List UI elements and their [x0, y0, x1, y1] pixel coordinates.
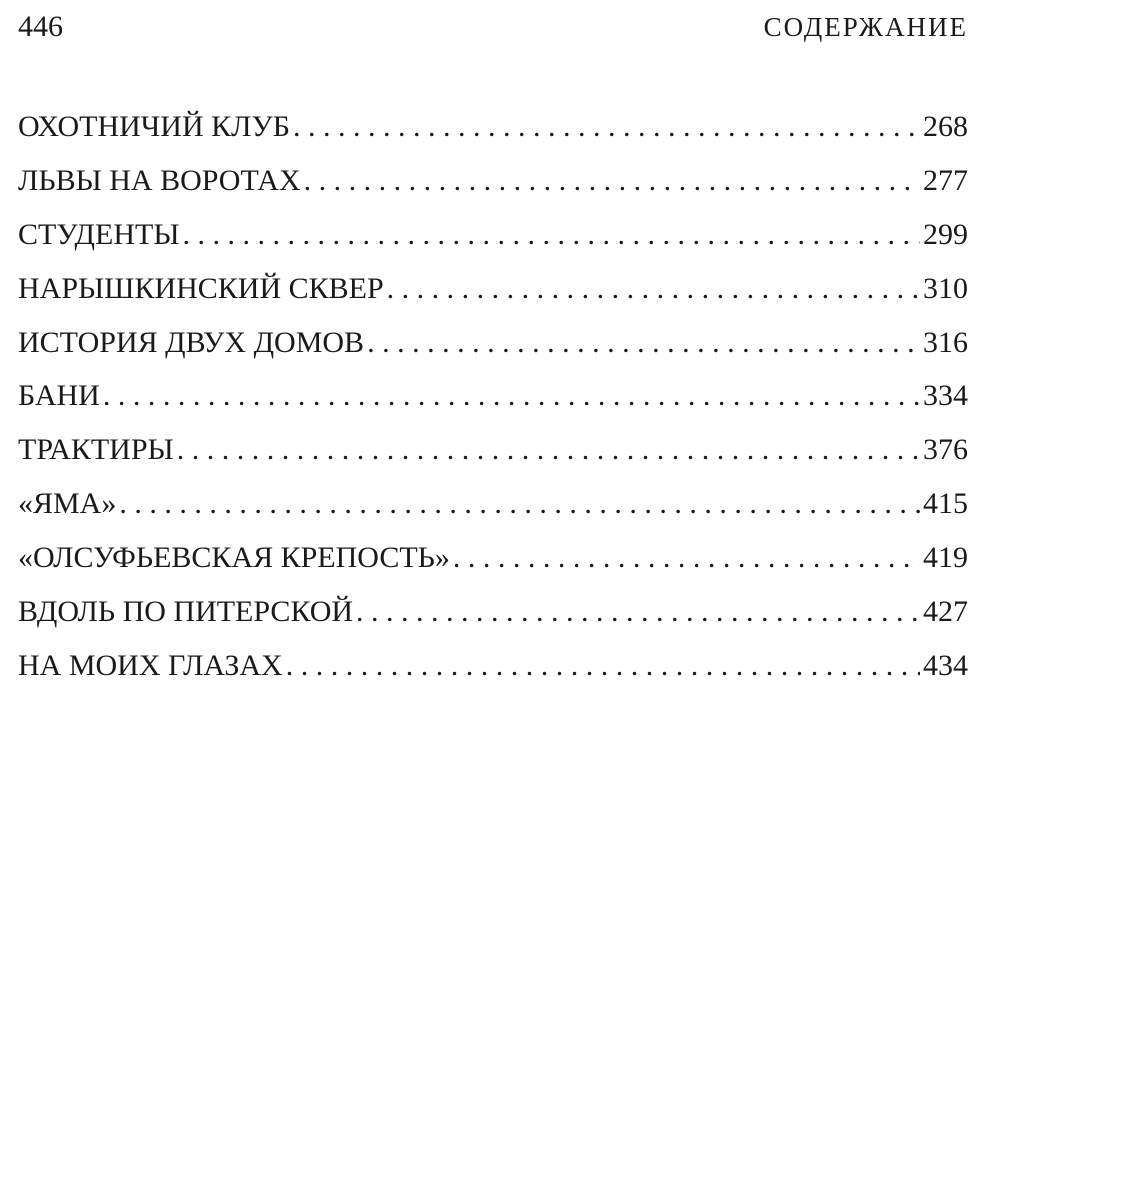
toc-entry [18, 487, 968, 541]
toc-dot-leader [293, 110, 920, 144]
toc-entry [18, 433, 968, 487]
toc-entry-page: 268 [923, 110, 968, 143]
toc-dot-leader [182, 218, 920, 252]
toc-dot-leader [453, 541, 920, 575]
toc-entry-title: ТРАКТИРЫ [18, 433, 174, 467]
toc-dot-leader [304, 164, 920, 198]
toc-entry-page: 334 [923, 379, 968, 413]
toc-entry [18, 164, 968, 218]
section-title: СОДЕРЖАНИЕ [763, 12, 968, 42]
toc-dot-leader [356, 595, 920, 629]
running-head [18, 10, 968, 50]
toc-entry-page: 419 [923, 541, 968, 575]
toc-dot-leader [367, 326, 920, 360]
toc-entry-page: 434 [923, 648, 968, 682]
toc-entry [18, 541, 968, 595]
toc-entry-title: БАНИ [18, 379, 100, 413]
toc-entry-page: 316 [923, 325, 968, 359]
toc-dot-leader [103, 379, 920, 413]
toc-entry [18, 110, 968, 164]
toc-entry-title: ОХОТНИЧИЙ КЛУБ [18, 110, 290, 143]
toc-dot-leader [286, 649, 920, 683]
toc-entry-title: НА МОИХ ГЛАЗАХ [18, 648, 283, 682]
toc-entry-title: СТУДЕНТЫ [18, 217, 180, 251]
toc-entry-page: 299 [923, 217, 968, 251]
table-of-contents [18, 110, 968, 703]
toc-entry-page: 415 [923, 487, 968, 521]
toc-entry-title: ВДОЛЬ ПО ПИТЕРСКОЙ [18, 595, 354, 629]
toc-dot-leader [177, 433, 920, 467]
toc-entry [18, 379, 968, 433]
toc-entry-title: НАРЫШКИНСКИЙ СКВЕР [18, 271, 384, 305]
toc-entry [18, 218, 968, 272]
toc-entry-page: 310 [923, 271, 968, 305]
toc-entry-page: 376 [923, 433, 968, 467]
toc-entry-title: ИСТОРИЯ ДВУХ ДОМОВ [18, 325, 365, 359]
toc-entry-title: ЛЬВЫ НА ВОРОТАХ [18, 163, 301, 197]
toc-dot-leader [119, 487, 920, 521]
toc-entry-title: «ОЛСУФЬЕВСКАЯ КРЕПОСТЬ» [18, 541, 450, 575]
page-number: 446 [18, 10, 63, 43]
toc-entry [18, 326, 968, 380]
toc-entry [18, 649, 968, 703]
toc-entry-title: «ЯМА» [18, 487, 117, 521]
toc-entry [18, 595, 968, 649]
toc-entry-page: 277 [923, 163, 968, 197]
toc-entry-page: 427 [923, 595, 968, 629]
toc-dot-leader [387, 272, 920, 306]
toc-entry [18, 272, 968, 326]
